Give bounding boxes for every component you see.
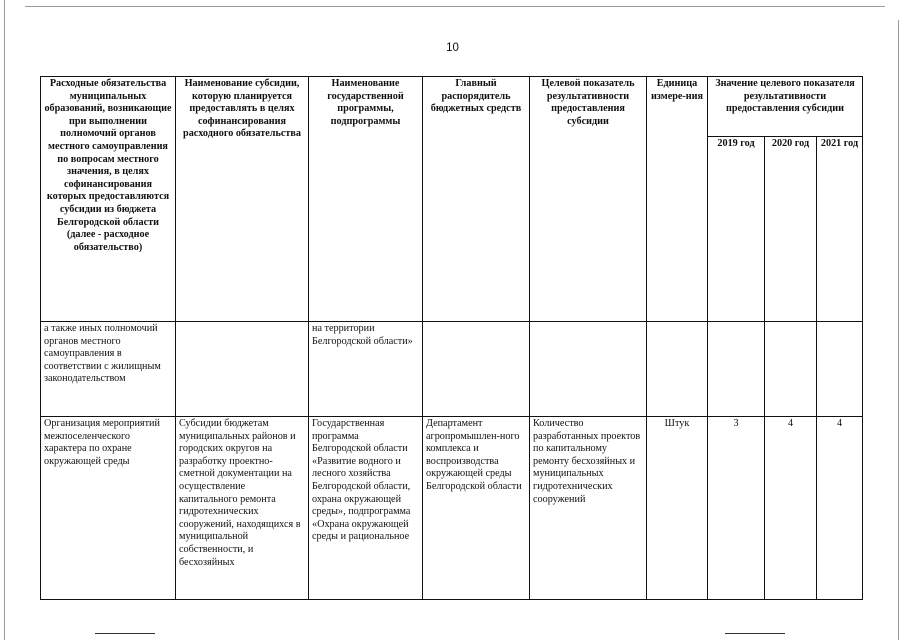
cell-manager <box>423 322 530 417</box>
cell-value-2019 <box>708 322 765 417</box>
cell-value-2020 <box>765 322 817 417</box>
cell-unit: Штук <box>647 417 708 600</box>
header-obligations: Расходные обязательства муниципальных образований, возникающие при выполнении полномочий органов местного самоуправления по вопросам местного значения, в целях софинансирования которых предоставляются субсидии из бюджета Белгородской области (далее - расходное обязательство) <box>41 77 176 322</box>
scan-edge-right <box>898 20 899 640</box>
header-target-indicator: Целевой показатель результативности предоставления субсидии <box>530 77 647 322</box>
cell-program: Государственная программа Белгородской области «Развитие водного и лесного хозяйства Белгородской области, охрана окружающей среды», подпрограмма «Охрана окружающей среды и рациональное <box>309 417 423 600</box>
table-row <box>41 322 863 417</box>
header-program: Наименование государственной программы, подпрограммы <box>309 77 423 322</box>
header-unit: Единица измере-ния <box>647 77 708 322</box>
subsidy-table <box>40 76 863 600</box>
cell-value-2020: 4 <box>765 417 817 600</box>
cell-value-2021: 4 <box>817 417 863 600</box>
header-subsidy-name: Наименование субсидии, которую планируется предоставлять в целях софинансирования расходного обязательства <box>176 77 309 322</box>
cell-obligation: Организация мероприятий межпоселенческого характера по охране окружающей среды <box>41 417 176 600</box>
cell-unit <box>647 322 708 417</box>
page-number: 10 <box>446 42 459 54</box>
header-year-2019: 2019 год <box>708 137 765 322</box>
header-indicator-value: Значение целевого показателя результативности предоставления субсидии <box>708 77 863 137</box>
scan-edge-left <box>4 0 5 640</box>
cell-subsidy: Субсидии бюджетам муниципальных районов и городских округов на разработку проектно-сметной документации на осуществление капитального ремонта гидротехнических сооружений, находящихся в муниципальной собственности, и бесхозяйных <box>176 417 309 600</box>
scan-edge-top <box>25 6 885 7</box>
cell-value-2019: 3 <box>708 417 765 600</box>
header-budget-manager: Главный распорядитель бюджетных средств <box>423 77 530 322</box>
header-year-2020: 2020 год <box>765 137 817 322</box>
cell-obligation: а также иных полномочий органов местного самоуправления в соответствии с жилищным законодательством <box>41 322 176 417</box>
scan-mark-bottom-right <box>725 633 785 634</box>
scan-mark-bottom-left <box>95 633 155 634</box>
table-row <box>41 417 863 600</box>
cell-indicator: Количество разработанных проектов по капитальному ремонту бесхозяйных и муниципальных гидротехнических сооружений <box>530 417 647 600</box>
cell-subsidy <box>176 322 309 417</box>
cell-value-2021 <box>817 322 863 417</box>
cell-program: на территории Белгородской области» <box>309 322 423 417</box>
cell-manager: Департамент агропромышлен-ного комплекса и воспроизводства окружающей среды Белгородской области <box>423 417 530 600</box>
header-year-2021: 2021 год <box>817 137 863 322</box>
cell-indicator <box>530 322 647 417</box>
